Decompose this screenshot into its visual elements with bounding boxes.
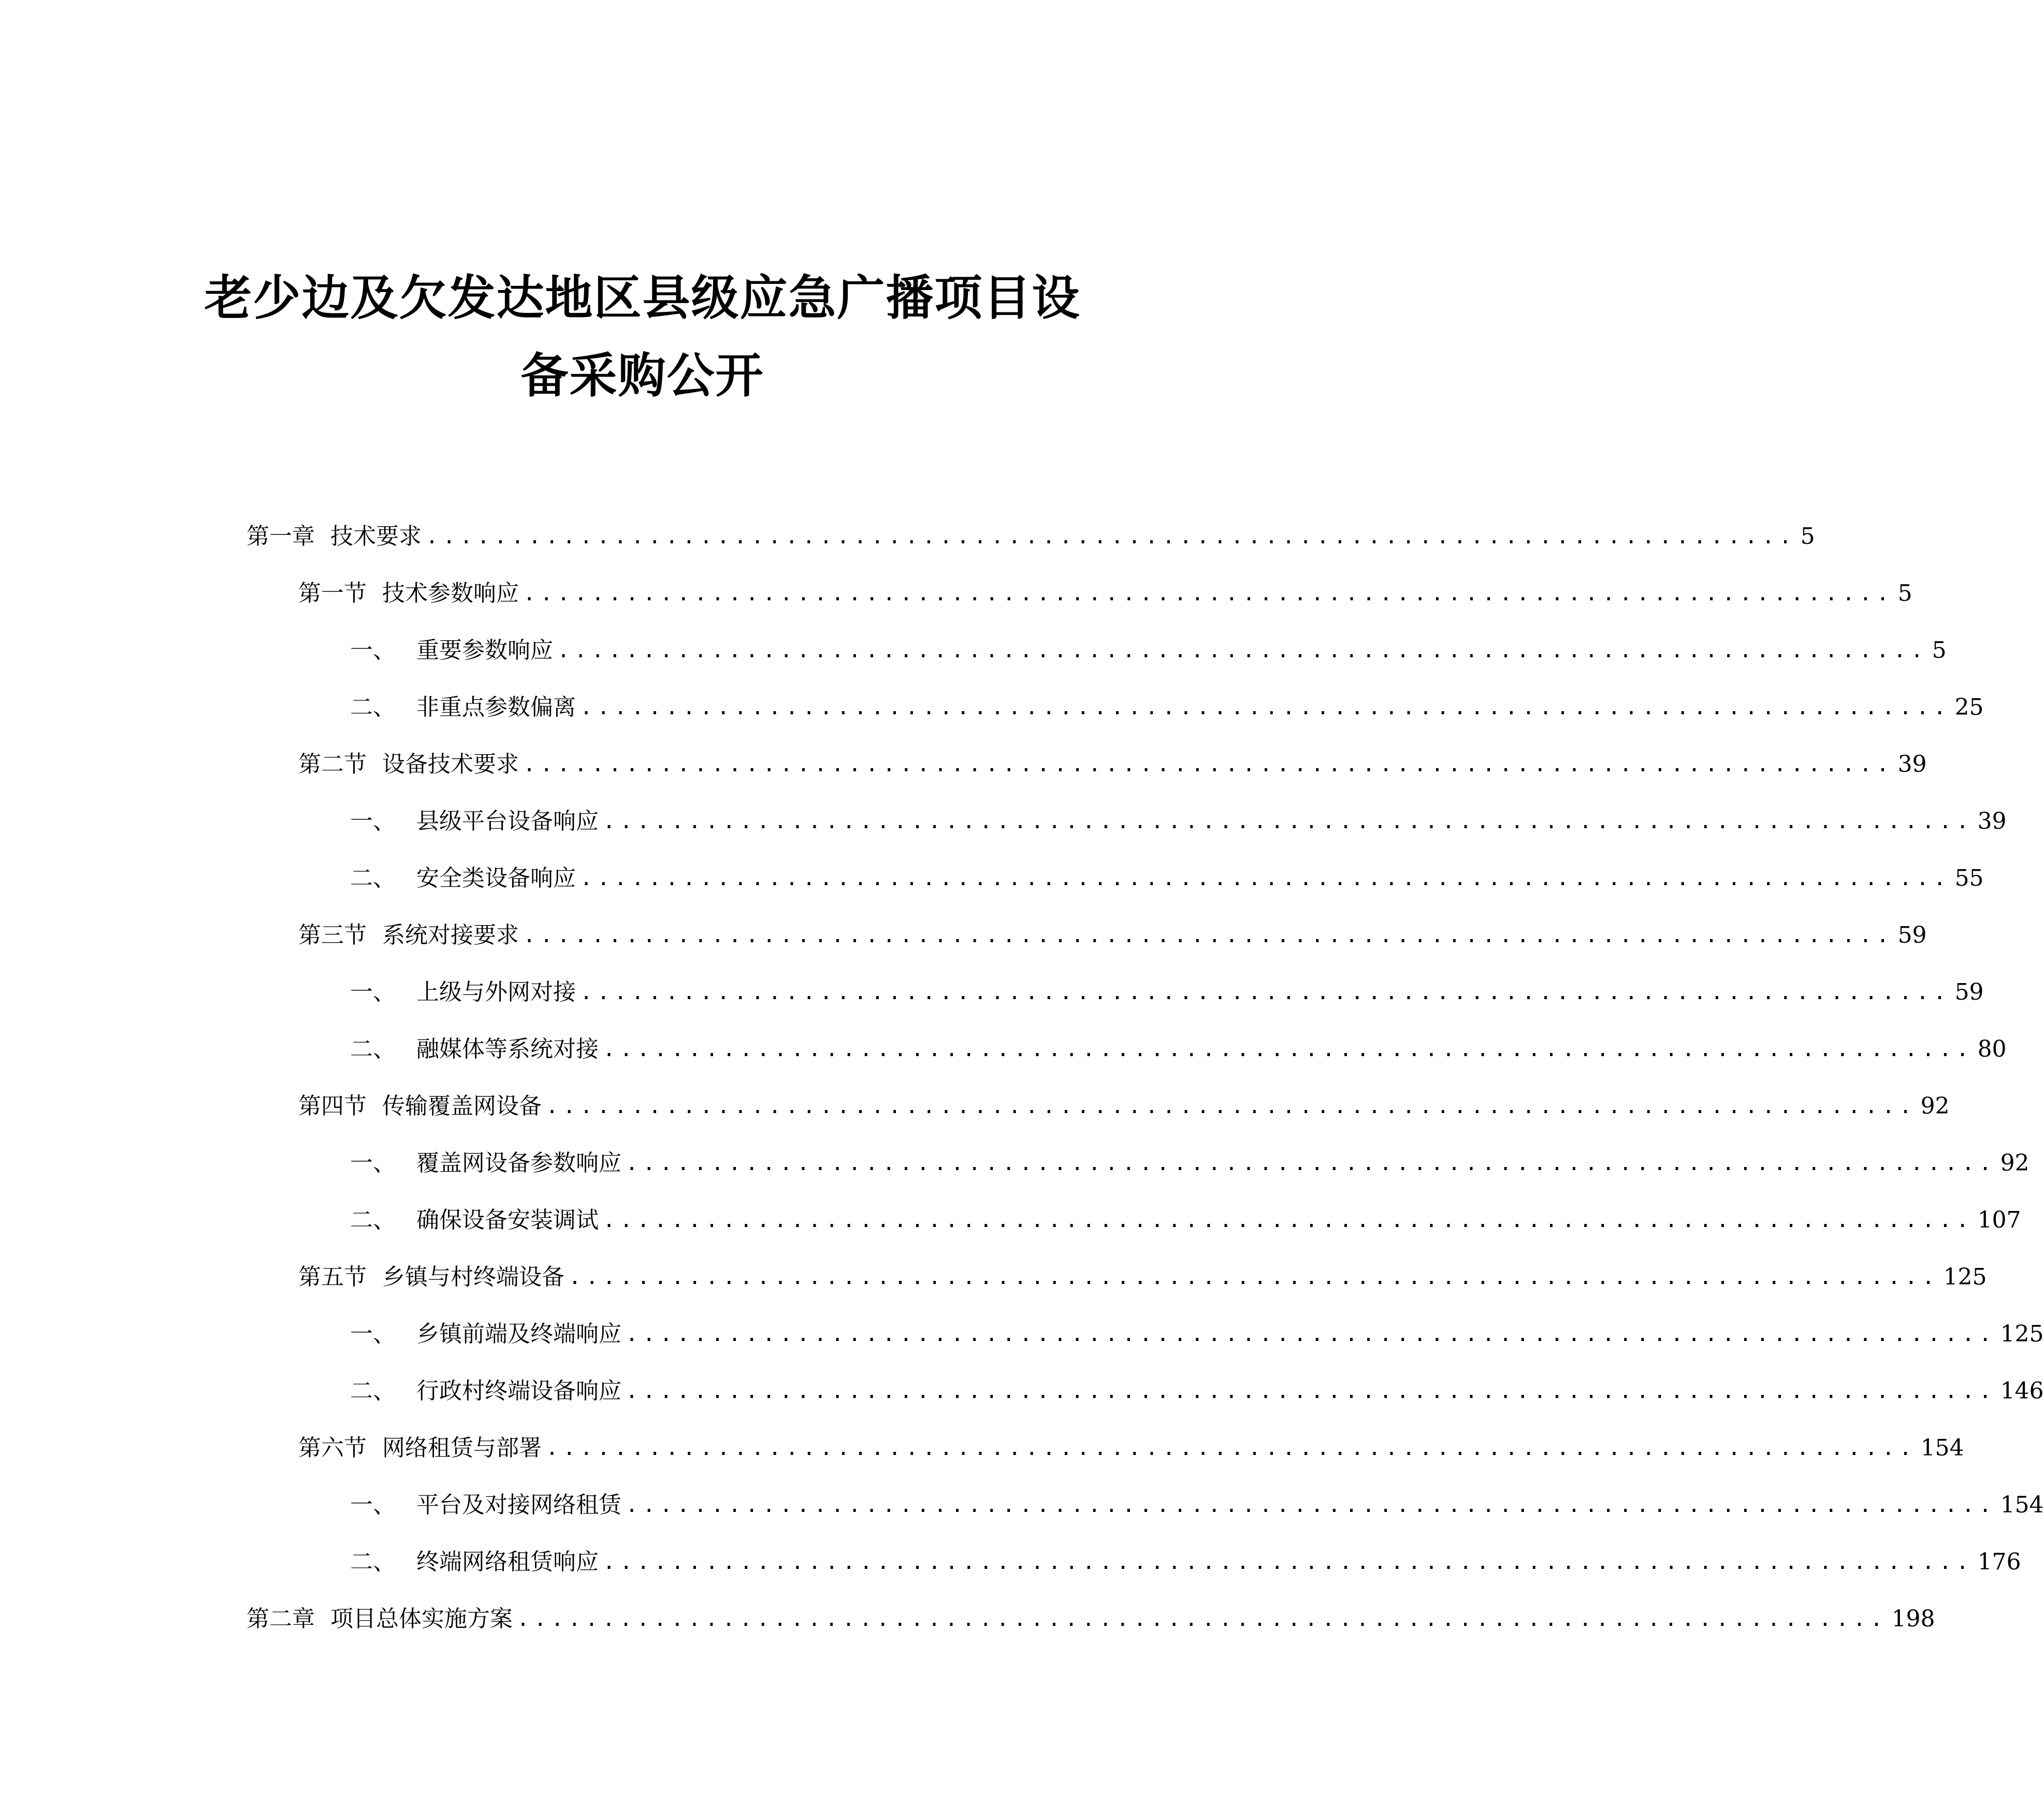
toc-title: 系统对接要求 xyxy=(382,922,519,948)
toc-entry[interactable] xyxy=(350,682,1984,723)
toc-title: 网络租赁与部署 xyxy=(382,1435,542,1461)
toc-page-number: 39 xyxy=(1977,808,2007,834)
toc-title: 项目总体实施方案 xyxy=(330,1606,513,1632)
toc-page-number: 176 xyxy=(1977,1549,2021,1575)
toc-entry[interactable] xyxy=(298,1080,1950,1122)
title-line-2: 备采购公开 xyxy=(520,348,764,403)
toc-number: 二、 xyxy=(350,1549,396,1575)
toc-entry[interactable] xyxy=(247,1593,1935,1635)
toc-page-number: 92 xyxy=(2000,1150,2029,1176)
toc-number: 二、 xyxy=(350,1207,396,1233)
toc-number: 二、 xyxy=(350,1378,396,1404)
toc-title: 终端网络租赁响应 xyxy=(416,1549,599,1575)
toc-leader-dots: ................................................................................ xyxy=(603,1208,1974,1232)
toc-entry[interactable] xyxy=(350,967,1984,1008)
toc-page-number: 92 xyxy=(1920,1093,1950,1119)
toc-entry[interactable] xyxy=(350,1194,2021,1236)
toc-title: 重要参数响应 xyxy=(416,637,553,664)
toc-page-number: 25 xyxy=(1954,694,1984,720)
toc-number: 第六节 xyxy=(298,1435,367,1461)
toc-entry[interactable] xyxy=(350,1023,2007,1065)
toc-page-number: 146 xyxy=(2000,1378,2044,1404)
toc-title: 平台及对接网络租赁 xyxy=(416,1492,621,1518)
toc-leader-dots: ................................................................................ xyxy=(426,525,1796,549)
toc-number: 一、 xyxy=(350,808,396,834)
toc-title: 传输覆盖网设备 xyxy=(382,1093,542,1119)
toc-number: 一、 xyxy=(350,1321,396,1347)
toc-entry[interactable] xyxy=(350,853,1984,894)
toc-number: 第一章 xyxy=(247,523,315,550)
toc-title: 非重点参数偏离 xyxy=(416,694,576,720)
toc-page-number: 5 xyxy=(1932,637,1947,664)
toc-title: 行政村终端设备响应 xyxy=(416,1378,621,1404)
toc-entry[interactable] xyxy=(350,1536,2021,1578)
toc-entry[interactable] xyxy=(298,739,1927,780)
toc-number: 第一节 xyxy=(298,580,367,607)
toc-number: 第三节 xyxy=(298,922,367,948)
toc-number: 第二章 xyxy=(247,1606,315,1632)
toc-page-number: 59 xyxy=(1897,922,1927,948)
toc-leader-dots: ................................................................................ xyxy=(517,1607,1888,1631)
toc-leader-dots: ................................................................................ xyxy=(626,1322,1996,1346)
toc-leader-dots: ................................................................................ xyxy=(523,753,1894,776)
toc-number: 二、 xyxy=(350,1036,396,1062)
toc-title: 技术要求 xyxy=(330,523,422,550)
toc-number: 二、 xyxy=(350,865,396,891)
toc-number: 一、 xyxy=(350,979,396,1005)
toc-leader-dots: ................................................................................ xyxy=(626,1151,1996,1175)
toc-leader-dots: ................................................................................ xyxy=(603,810,1974,833)
toc-number: 一、 xyxy=(350,1492,396,1518)
toc-leader-dots: ................................................................................ xyxy=(523,924,1894,947)
toc-entry[interactable] xyxy=(298,910,1927,951)
toc-page-number: 125 xyxy=(1943,1264,1987,1290)
toc-title: 上级与外网对接 xyxy=(416,979,576,1005)
toc-title: 安全类设备响应 xyxy=(416,865,576,891)
toc-title: 确保设备安装调试 xyxy=(416,1207,599,1233)
toc-title: 设备技术要求 xyxy=(382,751,519,777)
toc-leader-dots: ................................................................................ xyxy=(626,1379,1996,1403)
toc-page-number: 154 xyxy=(2000,1492,2044,1518)
toc-entry[interactable] xyxy=(350,1137,2029,1179)
toc-entry[interactable] xyxy=(247,511,1815,552)
toc-number: 第四节 xyxy=(298,1093,367,1119)
toc-leader-dots: ................................................................................ xyxy=(580,867,1951,890)
toc-title: 县级平台设备响应 xyxy=(416,808,599,834)
toc-title: 乡镇前端及终端响应 xyxy=(416,1321,621,1347)
toc-leader-dots: ................................................................................ xyxy=(546,1436,1917,1460)
toc-leader-dots: ................................................................................ xyxy=(557,639,1928,662)
toc-number: 第二节 xyxy=(298,751,367,777)
toc-page-number: 39 xyxy=(1897,751,1927,777)
toc-leader-dots: ................................................................................ xyxy=(569,1265,1939,1289)
toc-title: 乡镇与村终端设备 xyxy=(382,1264,564,1290)
toc-number: 第五节 xyxy=(298,1264,367,1290)
toc-leader-dots: ................................................................................ xyxy=(603,1037,1974,1061)
toc-title: 技术参数响应 xyxy=(382,580,519,607)
toc-leader-dots: ................................................................................ xyxy=(580,696,1951,719)
toc-page-number: 80 xyxy=(1977,1036,2007,1062)
toc-page-number: 198 xyxy=(1891,1606,1935,1632)
toc-entry[interactable] xyxy=(298,1251,1987,1293)
toc-leader-dots: ................................................................................ xyxy=(626,1493,1996,1517)
title-line-1: 老少边及欠发达地区县级应急广播项目设 xyxy=(204,270,1081,326)
toc-entry[interactable] xyxy=(350,1365,2044,1407)
toc-page-number: 55 xyxy=(1954,865,1984,891)
toc-leader-dots: ................................................................................ xyxy=(603,1550,1974,1574)
toc-entry[interactable] xyxy=(298,1422,1964,1464)
toc-number: 一、 xyxy=(350,637,396,664)
toc-page-number: 107 xyxy=(1977,1207,2021,1233)
toc-page-number: 5 xyxy=(1897,580,1912,607)
toc-leader-dots: ................................................................................ xyxy=(523,582,1894,605)
toc-number: 二、 xyxy=(350,694,396,720)
toc-page-number: 154 xyxy=(1920,1435,1964,1461)
toc-title: 覆盖网设备参数响应 xyxy=(416,1150,621,1176)
toc-leader-dots: ................................................................................ xyxy=(580,980,1951,1004)
toc-number: 一、 xyxy=(350,1150,396,1176)
toc-page-number: 59 xyxy=(1954,979,1984,1005)
toc-entry[interactable] xyxy=(298,568,1912,609)
toc-leader-dots: ................................................................................ xyxy=(546,1094,1917,1118)
toc-page-number: 125 xyxy=(2000,1321,2044,1347)
toc-page-number: 5 xyxy=(1800,523,1815,550)
toc-entry[interactable] xyxy=(350,796,2007,837)
toc-entry[interactable] xyxy=(350,1308,2044,1350)
toc-entry[interactable] xyxy=(350,625,1947,666)
toc-entry[interactable] xyxy=(350,1479,2044,1521)
toc-title: 融媒体等系统对接 xyxy=(416,1036,599,1062)
